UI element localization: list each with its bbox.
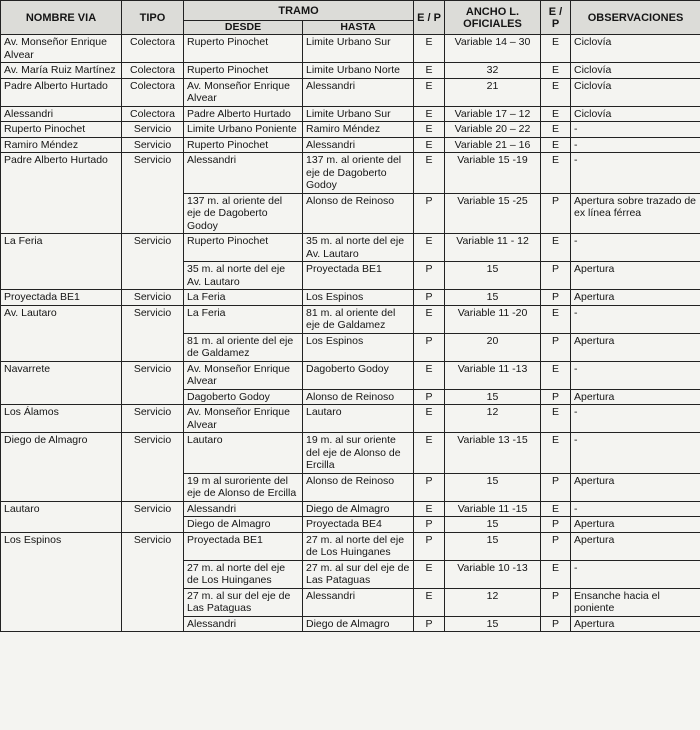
cell-ancho: 12	[445, 405, 541, 433]
cell-ancho: Variable 14 – 30	[445, 35, 541, 63]
cell-ancho: Variable 11 -20	[445, 305, 541, 333]
cell-ep-2: P	[541, 290, 571, 306]
cell-nombre-via: La Feria	[1, 234, 122, 290]
cell-ep-1: E	[414, 78, 445, 106]
cell-ancho: Variable 10 -13	[445, 560, 541, 588]
cell-nombre-via: Ruperto Pinochet	[1, 122, 122, 138]
header-row	[1, 1, 700, 21]
cell-desde: Limite Urbano Poniente	[184, 122, 303, 138]
cell-nombre-via: Padre Alberto Hurtado	[1, 78, 122, 106]
cell-desde: 35 m. al norte del eje Av. Lautaro	[184, 262, 303, 290]
cell-hasta: Los Espinos	[303, 333, 414, 361]
cell-observaciones: -	[571, 433, 700, 474]
table-row	[1, 234, 700, 262]
cell-tipo: Servicio	[122, 137, 184, 153]
cell-tipo: Servicio	[122, 153, 184, 234]
cell-hasta: 137 m. al oriente del eje de Dagoberto Godoy	[303, 153, 414, 194]
cell-desde: 137 m. al oriente del eje de Dagoberto Godoy	[184, 193, 303, 234]
cell-hasta: Proyectada BE4	[303, 517, 414, 533]
cell-hasta: Dagoberto Godoy	[303, 361, 414, 389]
cell-nombre-via: Av. Lautaro	[1, 305, 122, 361]
cell-ancho: Variable 11 - 12	[445, 234, 541, 262]
cell-tipo: Servicio	[122, 405, 184, 433]
header-ancho: ANCHO L. OFICIALES	[445, 1, 541, 35]
table-row	[1, 153, 700, 194]
cell-ep-1: E	[414, 588, 445, 616]
cell-observaciones: Apertura sobre trazado de ex línea férrea	[571, 193, 700, 234]
cell-desde: Alessandri	[184, 616, 303, 632]
cell-ep-2: P	[541, 517, 571, 533]
cell-ep-1: E	[414, 137, 445, 153]
cell-ep-1: P	[414, 616, 445, 632]
cell-ep-2: P	[541, 532, 571, 560]
cell-ep-2: P	[541, 262, 571, 290]
table-row	[1, 63, 700, 79]
cell-ep-1: P	[414, 333, 445, 361]
cell-nombre-via: Padre Alberto Hurtado	[1, 153, 122, 234]
cell-hasta: Lautaro	[303, 405, 414, 433]
table-row	[1, 78, 700, 106]
cell-observaciones: Ensanche hacia el poniente	[571, 588, 700, 616]
cell-observaciones: Apertura	[571, 290, 700, 306]
cell-observaciones: -	[571, 153, 700, 194]
table-row	[1, 405, 700, 433]
cell-ep-1: P	[414, 193, 445, 234]
cell-ancho: Variable 11 -13	[445, 361, 541, 389]
cell-desde: La Feria	[184, 305, 303, 333]
cell-nombre-via: Diego de Almagro	[1, 433, 122, 502]
cell-desde: 19 m al suroriente del eje de Alonso de Ercilla	[184, 473, 303, 501]
cell-desde: Ruperto Pinochet	[184, 35, 303, 63]
cell-hasta: Alonso de Reinoso	[303, 389, 414, 405]
cell-tipo: Servicio	[122, 361, 184, 405]
cell-ep-2: E	[541, 234, 571, 262]
header-nombre-via: NOMBRE VIA	[1, 1, 122, 35]
cell-desde: Ruperto Pinochet	[184, 63, 303, 79]
cell-desde: Lautaro	[184, 433, 303, 474]
cell-observaciones: Apertura	[571, 616, 700, 632]
cell-tipo: Colectora	[122, 106, 184, 122]
table-row	[1, 305, 700, 333]
cell-nombre-via: Los Álamos	[1, 405, 122, 433]
cell-ep-1: P	[414, 290, 445, 306]
cell-desde: Alessandri	[184, 501, 303, 517]
cell-hasta: Alessandri	[303, 78, 414, 106]
cell-desde: Av. Monseñor Enrique Alvear	[184, 361, 303, 389]
cell-tipo: Colectora	[122, 78, 184, 106]
cell-ancho: 15	[445, 473, 541, 501]
cell-desde: Av. Monseñor Enrique Alvear	[184, 405, 303, 433]
cell-ep-2: P	[541, 333, 571, 361]
cell-ancho: 15	[445, 517, 541, 533]
cell-ep-1: E	[414, 234, 445, 262]
cell-desde: Alessandri	[184, 153, 303, 194]
cell-observaciones: -	[571, 137, 700, 153]
cell-tipo: Colectora	[122, 35, 184, 63]
cell-desde: La Feria	[184, 290, 303, 306]
cell-ep-2: E	[541, 153, 571, 194]
cell-tipo: Servicio	[122, 532, 184, 632]
table-row	[1, 137, 700, 153]
cell-hasta: Limite Urbano Sur	[303, 35, 414, 63]
table-row	[1, 433, 700, 474]
cell-ep-1: E	[414, 501, 445, 517]
cell-ep-1: P	[414, 532, 445, 560]
cell-observaciones: Ciclovía	[571, 35, 700, 63]
header-desde: DESDE	[184, 21, 303, 35]
cell-hasta: 81 m. al oriente del eje de Galdamez	[303, 305, 414, 333]
cell-ep-2: E	[541, 560, 571, 588]
cell-hasta: Alonso de Reinoso	[303, 473, 414, 501]
header-tramo: TRAMO	[184, 1, 414, 21]
cell-desde: Dagoberto Godoy	[184, 389, 303, 405]
header-hasta: HASTA	[303, 21, 414, 35]
cell-tipo: Servicio	[122, 305, 184, 361]
cell-observaciones: -	[571, 405, 700, 433]
cell-tipo: Servicio	[122, 433, 184, 502]
cell-ep-2: E	[541, 433, 571, 474]
cell-ancho: Variable 20 – 22	[445, 122, 541, 138]
cell-hasta: Alessandri	[303, 588, 414, 616]
cell-ancho: 15	[445, 532, 541, 560]
header-tipo: TIPO	[122, 1, 184, 35]
cell-ep-1: E	[414, 433, 445, 474]
cell-observaciones: Apertura	[571, 262, 700, 290]
cell-hasta: Diego de Almagro	[303, 501, 414, 517]
cell-ep-1: P	[414, 517, 445, 533]
cell-nombre-via: Navarrete	[1, 361, 122, 405]
cell-ep-1: E	[414, 560, 445, 588]
cell-observaciones: -	[571, 501, 700, 517]
cell-nombre-via: Los Espinos	[1, 532, 122, 632]
cell-ep-1: E	[414, 153, 445, 194]
cell-hasta: Limite Urbano Norte	[303, 63, 414, 79]
cell-ep-2: E	[541, 78, 571, 106]
table-row	[1, 35, 700, 63]
cell-ep-1: E	[414, 305, 445, 333]
cell-ep-2: P	[541, 193, 571, 234]
cell-desde: Ruperto Pinochet	[184, 137, 303, 153]
cell-ep-1: P	[414, 473, 445, 501]
cell-ancho: Variable 13 -15	[445, 433, 541, 474]
cell-hasta: Ramiro Méndez	[303, 122, 414, 138]
cell-hasta: Alessandri	[303, 137, 414, 153]
cell-ep-2: P	[541, 616, 571, 632]
cell-observaciones: -	[571, 122, 700, 138]
cell-ep-2: P	[541, 473, 571, 501]
cell-ep-1: E	[414, 35, 445, 63]
cell-ep-2: E	[541, 361, 571, 389]
cell-hasta: Alonso de Reinoso	[303, 193, 414, 234]
cell-nombre-via: Proyectada BE1	[1, 290, 122, 306]
cell-ep-2: E	[541, 501, 571, 517]
cell-ep-1: E	[414, 63, 445, 79]
table-row	[1, 290, 700, 306]
cell-ep-1: E	[414, 122, 445, 138]
cell-ep-1: E	[414, 405, 445, 433]
cell-ancho: 15	[445, 616, 541, 632]
cell-ancho: 20	[445, 333, 541, 361]
cell-tipo: Servicio	[122, 122, 184, 138]
cell-desde: 27 m. al sur del eje de Las Pataguas	[184, 588, 303, 616]
cell-observaciones: -	[571, 560, 700, 588]
cell-ancho: 15	[445, 389, 541, 405]
cell-nombre-via: Alessandri	[1, 106, 122, 122]
cell-tipo: Servicio	[122, 234, 184, 290]
cell-desde: Diego de Almagro	[184, 517, 303, 533]
cell-observaciones: Apertura	[571, 473, 700, 501]
cell-nombre-via: Lautaro	[1, 501, 122, 532]
cell-ep-2: E	[541, 106, 571, 122]
table-row	[1, 501, 700, 517]
table-row	[1, 532, 700, 560]
cell-ancho: Variable 21 – 16	[445, 137, 541, 153]
cell-observaciones: Ciclovía	[571, 106, 700, 122]
cell-desde: Proyectada BE1	[184, 532, 303, 560]
cell-ep-2: E	[541, 35, 571, 63]
cell-observaciones: Apertura	[571, 333, 700, 361]
cell-observaciones: Apertura	[571, 532, 700, 560]
header-ep-1: E / P	[414, 1, 445, 35]
cell-ancho: 15	[445, 262, 541, 290]
cell-desde: Padre Alberto Hurtado	[184, 106, 303, 122]
cell-ep-2: P	[541, 588, 571, 616]
cell-ep-2: E	[541, 63, 571, 79]
cell-hasta: Los Espinos	[303, 290, 414, 306]
cell-ep-1: P	[414, 262, 445, 290]
cell-observaciones: Apertura	[571, 517, 700, 533]
cell-hasta: 19 m. al sur oriente del eje de Alonso de Ercilla	[303, 433, 414, 474]
cell-nombre-via: Av. María Ruiz Martínez	[1, 63, 122, 79]
cell-observaciones: Apertura	[571, 389, 700, 405]
cell-ep-2: E	[541, 305, 571, 333]
cell-ep-2: P	[541, 389, 571, 405]
cell-observaciones: -	[571, 234, 700, 262]
cell-hasta: 27 m. al norte del eje de Los Huinganes	[303, 532, 414, 560]
cell-tipo: Servicio	[122, 290, 184, 306]
cell-tipo: Servicio	[122, 501, 184, 532]
cell-ancho: 21	[445, 78, 541, 106]
table-row	[1, 361, 700, 389]
cell-observaciones: -	[571, 305, 700, 333]
cell-observaciones: Ciclovía	[571, 63, 700, 79]
cell-desde: Ruperto Pinochet	[184, 234, 303, 262]
table-row	[1, 122, 700, 138]
cell-hasta: Diego de Almagro	[303, 616, 414, 632]
cell-ep-1: E	[414, 361, 445, 389]
cell-ep-2: E	[541, 137, 571, 153]
cell-ancho: 12	[445, 588, 541, 616]
cell-ancho: Variable 15 -19	[445, 153, 541, 194]
cell-ep-2: E	[541, 405, 571, 433]
cell-hasta: 27 m. al sur del eje de Las Pataguas	[303, 560, 414, 588]
cell-desde: Av. Monseñor Enrique Alvear	[184, 78, 303, 106]
cell-ancho: Variable 17 – 12	[445, 106, 541, 122]
cell-observaciones: Ciclovía	[571, 78, 700, 106]
cell-hasta: 35 m. al norte del eje Av. Lautaro	[303, 234, 414, 262]
cell-ancho: Variable 15 -25	[445, 193, 541, 234]
cell-ancho: 32	[445, 63, 541, 79]
cell-ep-1: P	[414, 389, 445, 405]
cell-hasta: Proyectada BE1	[303, 262, 414, 290]
cell-observaciones: -	[571, 361, 700, 389]
header-ep-2: E / P	[541, 1, 571, 35]
cell-tipo: Colectora	[122, 63, 184, 79]
table-row	[1, 106, 700, 122]
cell-ep-1: E	[414, 106, 445, 122]
cell-ep-2: E	[541, 122, 571, 138]
cell-ancho: Variable 11 -15	[445, 501, 541, 517]
cell-hasta: Limite Urbano Sur	[303, 106, 414, 122]
cell-nombre-via: Av. Monseñor Enrique Alvear	[1, 35, 122, 63]
cell-desde: 27 m. al norte del eje de Los Huinganes	[184, 560, 303, 588]
cell-nombre-via: Ramiro Méndez	[1, 137, 122, 153]
cell-desde: 81 m. al oriente del eje de Galdamez	[184, 333, 303, 361]
cell-ancho: 15	[445, 290, 541, 306]
header-observaciones: OBSERVACIONES	[571, 1, 700, 35]
